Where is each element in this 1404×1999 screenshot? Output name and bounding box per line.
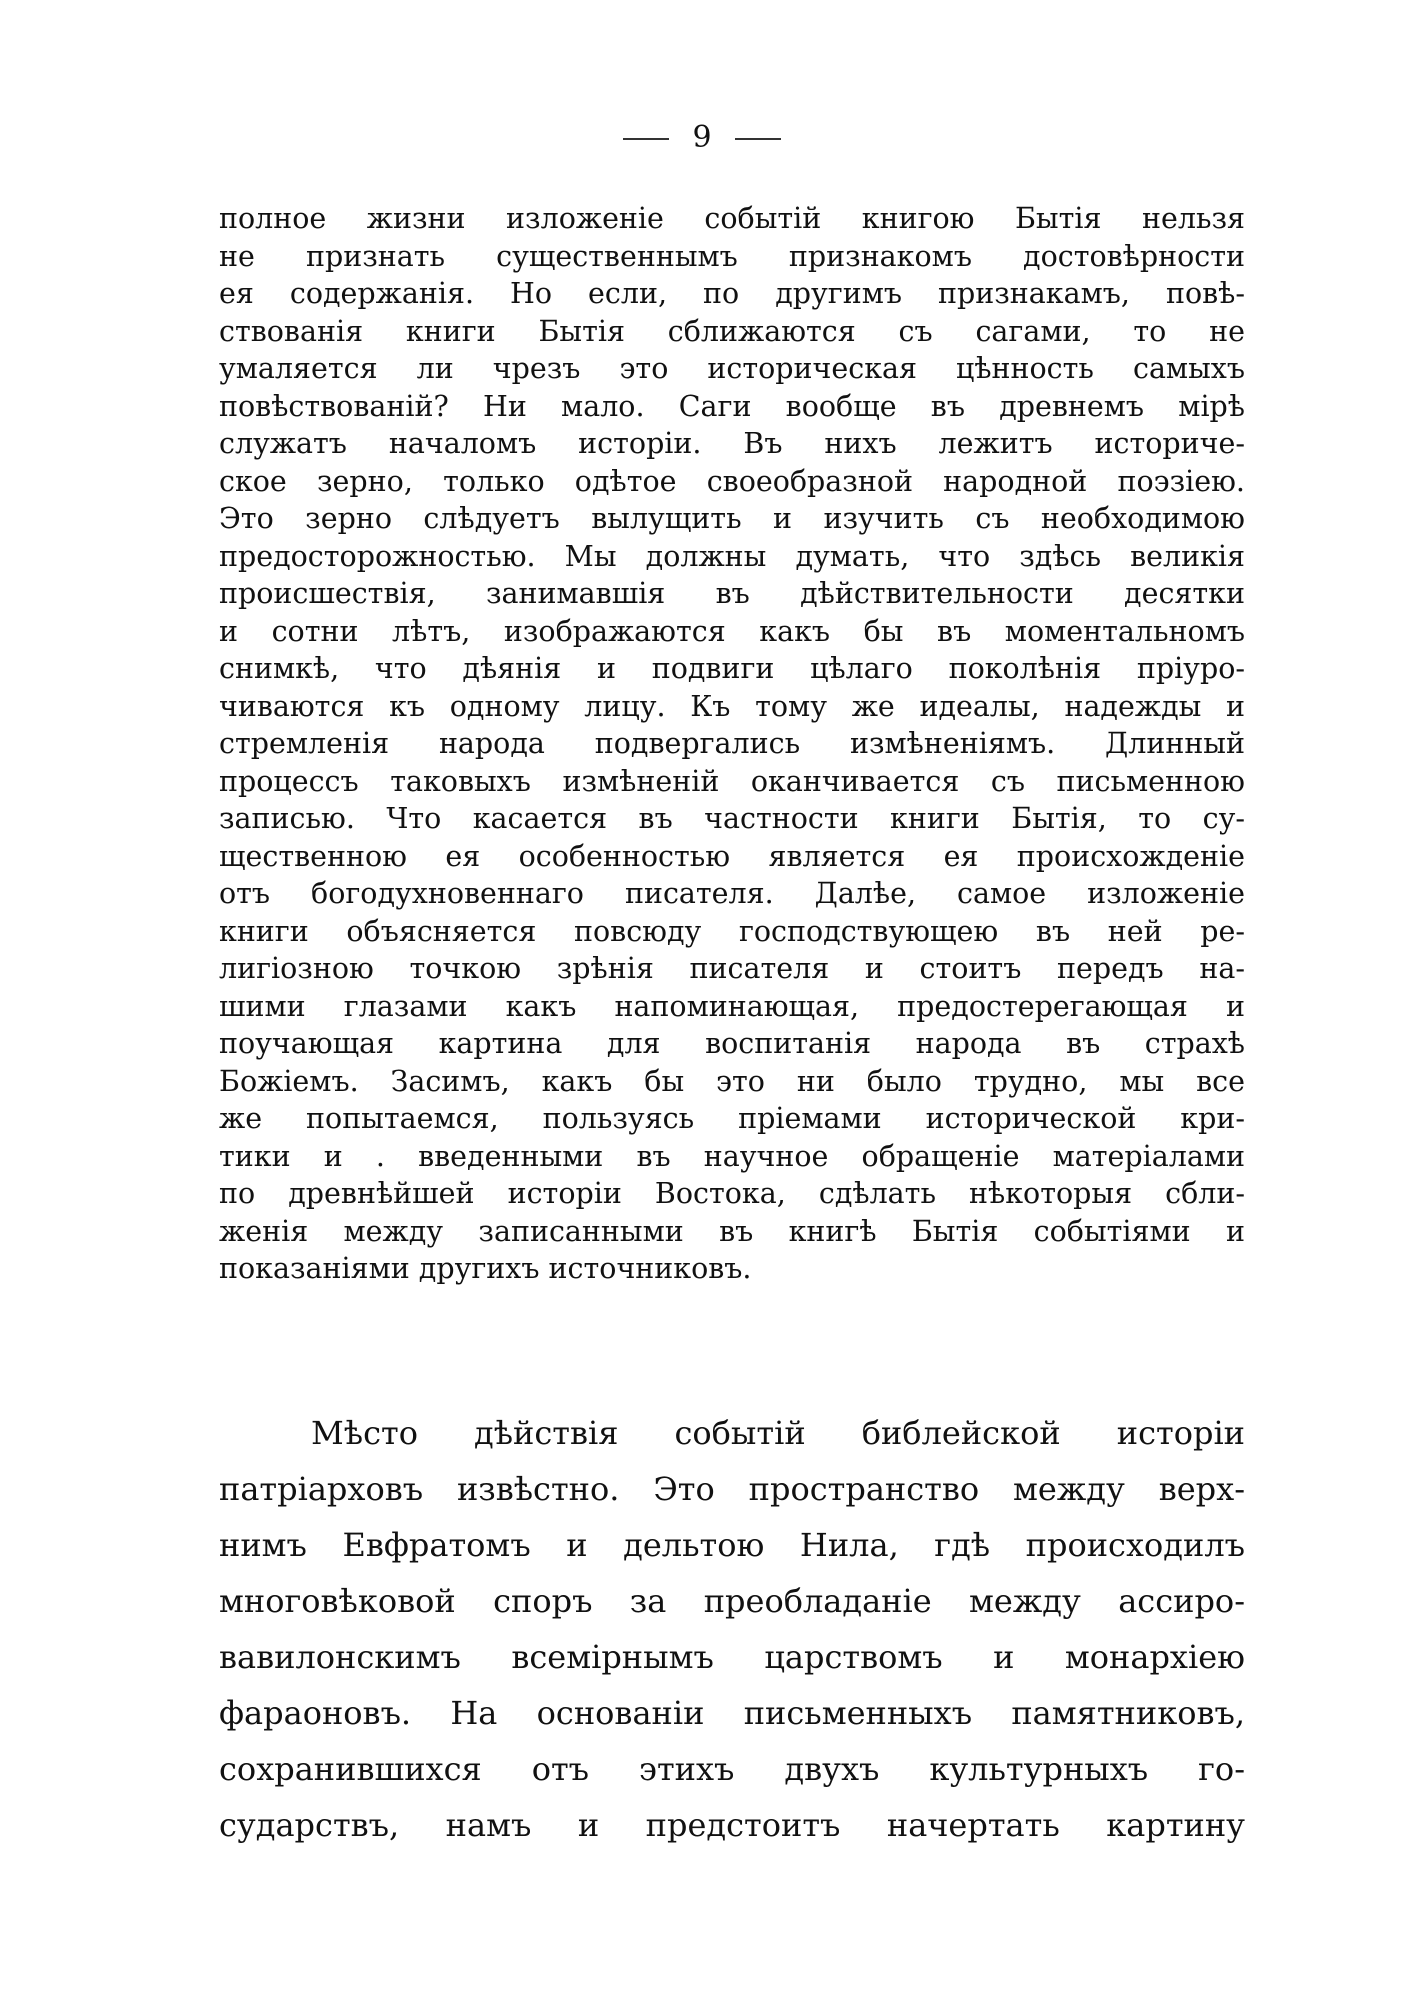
text-line: и сотни лѣтъ, изображаются какъ бы въ моментальномъ	[219, 614, 1245, 648]
text-line: лигіозною точкою зрѣнія писателя и стоитъ передъ на-	[219, 952, 1245, 985]
paragraph-new	[219, 1405, 1245, 1853]
page-number: 9	[692, 120, 712, 155]
text-line: не признать существеннымъ признакомъ достовѣрности	[219, 239, 1245, 273]
text-line: служатъ началомъ исторіи. Въ нихъ лежитъ историче-	[219, 427, 1245, 460]
text-line: процессъ таковыхъ измѣненій оканчивается съ письменною	[219, 764, 1245, 798]
text-line: отъ богодухновеннаго писателя. Далѣе, самое изложеніе	[219, 877, 1245, 910]
text-line: ское зерно, только одѣтое своеобразной народной поэзіею.	[219, 464, 1245, 498]
text-line: патріарховъ извѣстно. Это пространство между верх-	[219, 1470, 1245, 1508]
text-line: предосторожностью. Мы должны думать, что здѣсь великія	[219, 539, 1245, 573]
text-line: поучающая картина для воспитанія народа въ страхѣ	[219, 1027, 1245, 1060]
text-line: шими глазами какъ напоминающая, предостерегающая и	[219, 989, 1245, 1023]
header-dash-left	[623, 138, 669, 140]
text-line: чиваются къ одному лицу. Къ тому же идеалы, надежды и	[219, 689, 1245, 723]
text-line: вавилонскимъ всемірнымъ царствомъ и монархіею	[219, 1638, 1245, 1676]
text-line: записью. Что касается въ частности книги Бытія, то су-	[219, 802, 1245, 835]
text-line: щественною ея особенностью является ея происхожденіе	[219, 839, 1245, 873]
text-line: женія между записанными въ книгѣ Бытія событіями и	[219, 1214, 1245, 1248]
text-line: фараоновъ. На основаніи письменныхъ памятниковъ,	[219, 1694, 1245, 1732]
text-line: многовѣковой споръ за преобладаніе между ассиро-	[219, 1582, 1245, 1620]
text-line: тики и . введенными въ научное обращеніе матеріалами	[219, 1139, 1245, 1173]
text-line: Это зерно слѣдуетъ вылущить и изучить съ необходимою	[219, 502, 1245, 535]
page-header	[0, 118, 1404, 158]
text-line: стремленія народа подвергались измѣненіямъ. Длинный	[219, 727, 1245, 760]
text-line: происшествія, занимавшія въ дѣйствительности десятки	[219, 577, 1245, 610]
text-line: сохранившихся отъ этихъ двухъ культурныхъ го-	[219, 1750, 1245, 1788]
text-line: показаніями другихъ источниковъ.	[219, 1252, 752, 1285]
text-line: повѣствованій? Ни мало. Саги вообще въ древнемъ мірѣ	[219, 389, 1245, 423]
text-line: ствованія книги Бытія сближаются съ сагами, то не	[219, 314, 1245, 348]
text-line: Мѣсто дѣйствія событій библейской исторіи	[311, 1414, 1245, 1452]
text-line: сударствъ, намъ и предстоитъ начертать картину	[219, 1806, 1245, 1844]
text-line: умаляется ли чрезъ это историческая цѣнность самыхъ	[219, 352, 1245, 385]
text-line: Божіемъ. Засимъ, какъ бы это ни было трудно, мы все	[219, 1064, 1245, 1098]
text-line: же попытаемся, пользуясь пріемами исторической кри-	[219, 1102, 1245, 1135]
text-line: полное жизни изложеніе событій книгою Бытія нельзя	[219, 202, 1245, 235]
paragraph-continued	[219, 200, 1245, 1288]
text-line: снимкѣ, что дѣянія и подвиги цѣлаго поколѣнія пріуро-	[219, 652, 1245, 685]
text-line: по древнѣйшей исторіи Востока, сдѣлать нѣкоторыя сбли-	[219, 1177, 1245, 1210]
text-line: нимъ Евфратомъ и дельтою Нила, гдѣ происходилъ	[219, 1526, 1245, 1564]
text-line: ея содержанія. Но если, по другимъ признакамъ, повѣ-	[219, 277, 1245, 310]
header-dash-right	[735, 138, 781, 140]
text-line: книги объясняется повсюду господствующею въ ней ре-	[219, 914, 1245, 948]
